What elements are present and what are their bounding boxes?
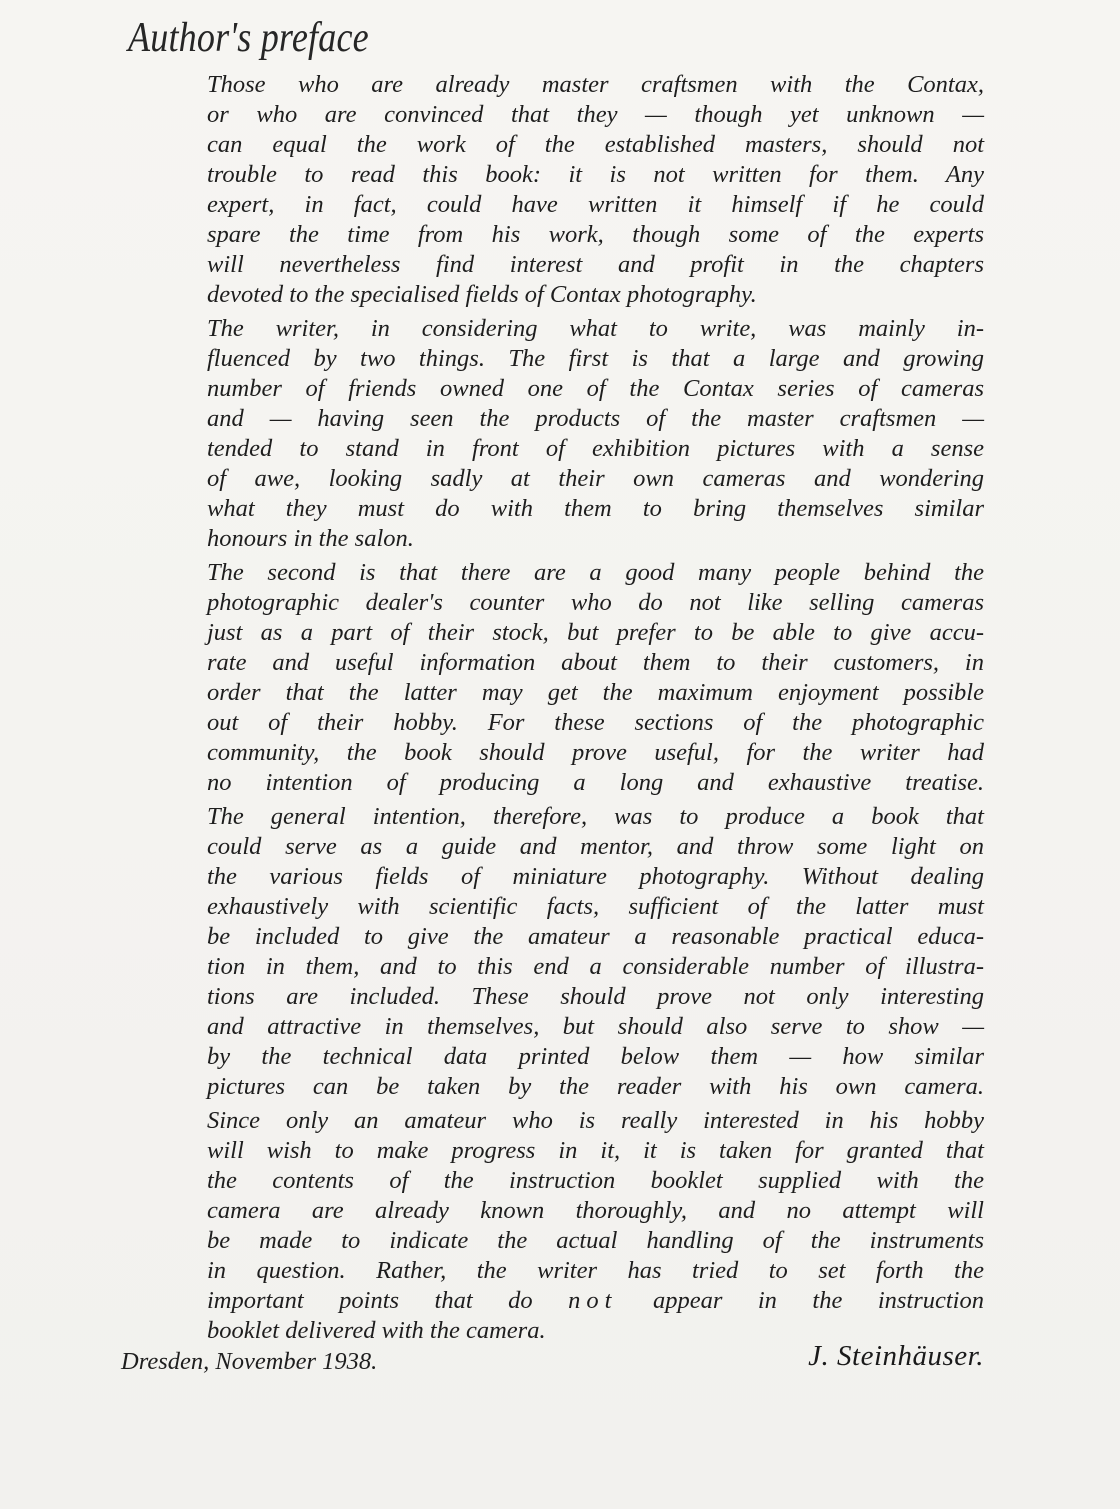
author-signature: J. Steinhäuser. [808, 1340, 984, 1372]
text-line: out of their hobby. For these sections of the photographic [207, 709, 984, 736]
paragraph-3 [207, 558, 984, 798]
text-line: trouble to read this book: it is not written for them. Any [207, 161, 984, 188]
text-line: The general intention, therefore, was to produce a book that [207, 803, 984, 830]
paragraph-4 [207, 802, 984, 1102]
text-line: exhaustively with scientific facts, sufficient of the latter must [207, 893, 984, 920]
text-line: of awe, looking sadly at their own cameras and wondering [207, 465, 984, 492]
text-line: The writer, in considering what to write, was mainly in- [207, 315, 984, 342]
paragraph-2 [207, 314, 984, 554]
text-line: can equal the work of the established masters, should not [207, 131, 984, 158]
text-line: just as a part of their stock, but prefer to be able to give accu- [207, 619, 984, 646]
text-line: The second is that there are a good many people behind the [207, 559, 984, 586]
text-line: camera are already known thoroughly, and no attempt will [207, 1197, 984, 1224]
text-line: and — having seen the products of the master craftsmen — [207, 405, 984, 432]
text-line: and attractive in themselves, but should also serve to show — [207, 1013, 984, 1040]
text-line: what they must do with them to bring themselves similar [207, 495, 984, 522]
spaced-emphasis: not [568, 1287, 618, 1314]
text-line: or who are convinced that they — though yet unknown — [207, 101, 984, 128]
preface-body [207, 70, 984, 1350]
text-line: be made to indicate the actual handling of the instruments [207, 1227, 984, 1254]
text-line: no intention of producing a long and exhaustive treatise. [207, 769, 984, 796]
text-line: fluenced by two things. The first is that a large and growing [207, 345, 984, 372]
text-line: tended to stand in front of exhibition pictures with a sense [207, 435, 984, 462]
text-line: order that the latter may get the maximum enjoyment possible [207, 679, 984, 706]
page-title: Author's preface [128, 15, 369, 61]
text-line: booklet delivered with the camera. [207, 1317, 546, 1344]
text-line: honours in the salon. [207, 525, 414, 552]
paragraph-5 [207, 1106, 984, 1346]
text-line: tion in them, and to this end a considerable number of illustra- [207, 953, 984, 980]
text-line: devoted to the specialised fields of Contax photography. [207, 281, 757, 308]
text-line: could serve as a guide and mentor, and throw some light on [207, 833, 984, 860]
text-line: community, the book should prove useful, for the writer had [207, 739, 984, 766]
text-line: spare the time from his work, though some of the experts [207, 221, 984, 248]
text-line: tions are included. These should prove not only interesting [207, 983, 984, 1010]
text-line: will nevertheless find interest and profit in the chapters [207, 251, 984, 278]
text-line: Those who are already master craftsmen with the Contax, [207, 71, 984, 98]
text-line: number of friends owned one of the Contax series of cameras [207, 375, 984, 402]
text-line: be included to give the amateur a reasonable practical educa- [207, 923, 984, 950]
text-fragment: appear in the instruction [617, 1287, 984, 1314]
text-fragment: important points that do [207, 1287, 569, 1314]
text-line: the various fields of miniature photography. Without dealing [207, 863, 984, 890]
text-line: will wish to make progress in it, it is taken for granted that [207, 1137, 984, 1164]
text-line: expert, in fact, could have written it himself if he could [207, 191, 984, 218]
text-line: pictures can be taken by the reader with his own camera. [207, 1073, 984, 1100]
place-date: Dresden, November 1938. [121, 1348, 378, 1375]
text-line: the contents of the instruction booklet supplied with the [207, 1167, 984, 1194]
text-line: by the technical data printed below them — how similar [207, 1043, 984, 1070]
text-line: photographic dealer's counter who do not like selling cameras [207, 589, 984, 616]
text-line: Since only an amateur who is really interested in his hobby [207, 1107, 984, 1134]
paragraph-1 [207, 70, 984, 310]
text-line: rate and useful information about them to their customers, in [207, 649, 984, 676]
text-line: in question. Rather, the writer has tried to set forth the [207, 1257, 984, 1284]
text-line-emphasis [207, 1286, 984, 1316]
